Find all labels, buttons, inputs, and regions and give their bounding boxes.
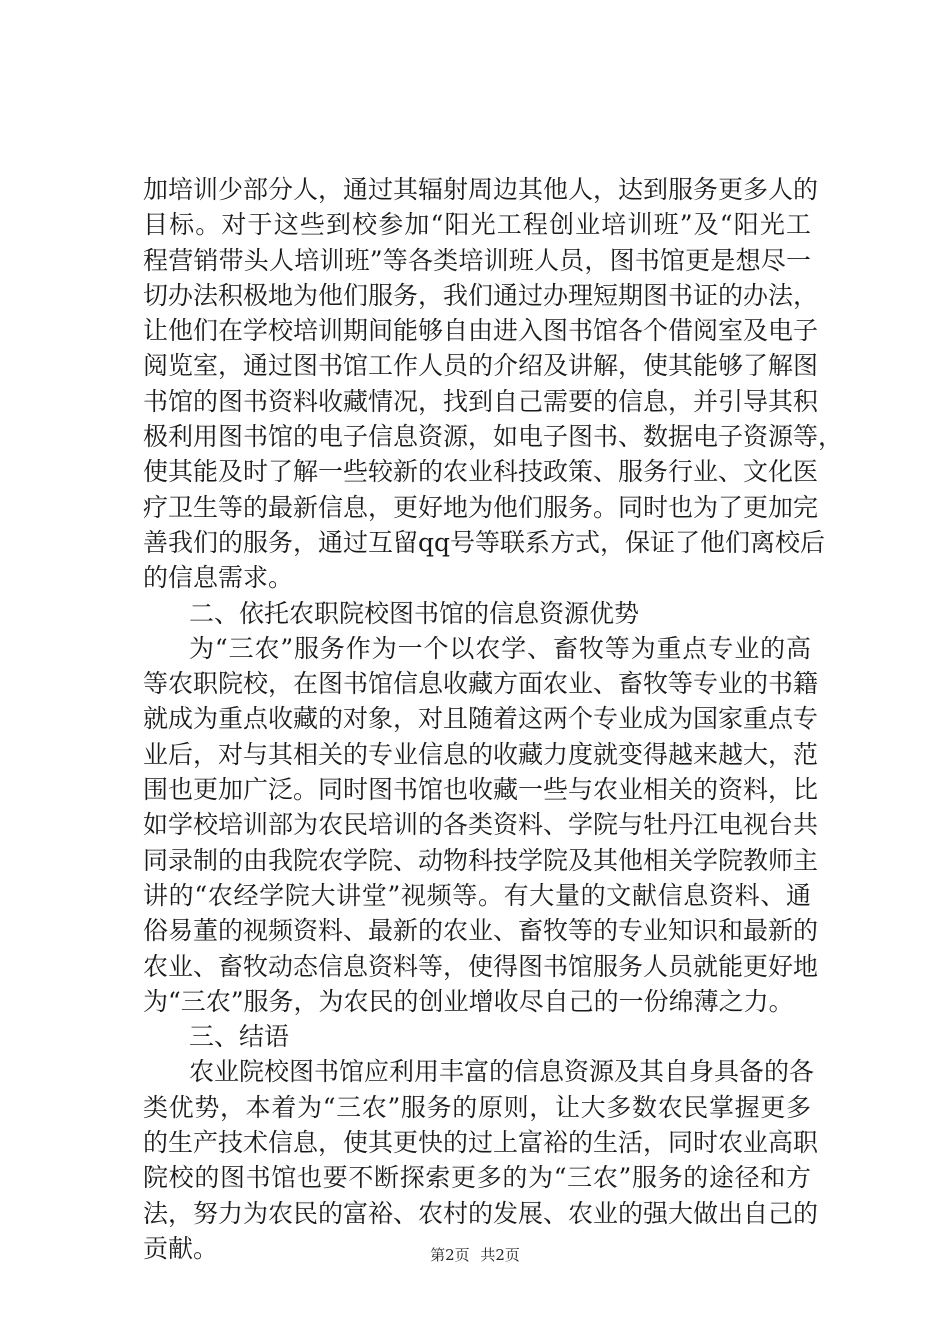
text-line: 阅览室，通过图书馆工作人员的介绍及讲解，使其能够了解图 (143, 351, 819, 381)
text-line: 农业、畜牧动态信息资料等，使得图书馆服务人员就能更好地 (143, 951, 819, 981)
page-number: 第2页 (430, 1246, 470, 1264)
text-line: 程营销带头人培训班”等各类培训班人员，图书馆更是想尽一 (143, 245, 811, 275)
paragraph-information-resources (143, 631, 819, 1019)
heading-text: 二、依托农职院校图书馆的信息资源优势 (189, 598, 640, 628)
page-footer (0, 1245, 950, 1265)
text-line: 使其能及时了解一些较新的农业科技政策、服务行业、文化医 (143, 457, 819, 487)
text-line: 院校的图书馆也要不断探索更多的为“三农”服务的途径和方 (143, 1163, 811, 1193)
text-line: 等农职院校，在图书馆信息收藏方面农业、畜牧等专业的书籍 (143, 669, 819, 699)
text-line: 让他们在学校培训期间能够自由进入图书馆各个借阅室及电子 (143, 316, 819, 346)
paragraph-continuation (143, 172, 844, 596)
text-line: 疗卫生等的最新信息，更好地为他们服务。同时也为了更加完 (143, 492, 819, 522)
text-line: 善我们的服务，通过互留qq号等联系方式，保证了他们离校后 (143, 527, 826, 557)
text-line: 极利用图书馆的电子信息资源，如电子图书、数据电子资源等， (143, 422, 844, 452)
text-line: 切办法积极地为他们服务，我们通过办理短期图书证的办法， (143, 280, 819, 310)
text-line: 围也更加广泛。同时图书馆也收藏一些与农业相关的资料，比 (143, 775, 819, 805)
text-line: 就成为重点收藏的对象，对且随着这两个专业成为国家重点专 (143, 704, 819, 734)
text-line: 类优势，本着为“三农”服务的原则，让大多数农民掌握更多 (143, 1092, 811, 1122)
text-line: 法，努力为农民的富裕、农村的发展、农业的强大做出自己的 (143, 1198, 819, 1228)
heading-text: 三、结语 (189, 1022, 290, 1052)
page-total: 共2页 (480, 1246, 520, 1264)
text-line: 贡献。 (143, 1233, 219, 1263)
text-line: 同录制的由我院农学院、动物科技学院及其他相关学院教师主 (143, 845, 819, 875)
text-line: 加培训少部分人，通过其辐射周边其他人，达到服务更多人的 (143, 175, 819, 204)
text-line: 业后，对与其相关的专业信息的收藏力度就变得越来越大，范 (143, 739, 819, 769)
text-line: 的信息需求。 (143, 563, 294, 593)
text-line: 目标。对于这些到校参加“阳光工程创业培训班”及“阳光工 (143, 210, 811, 240)
text-line: 书馆的图书资料收藏情况，找到自己需要的信息，并引导其积 (143, 386, 819, 416)
text-line: 讲的“农经学院大讲堂”视频等。有大量的文献信息资料、通 (143, 880, 811, 910)
text-line: 为“三农”服务作为一个以农学、畜牧等为重点专业的高 (189, 633, 811, 663)
text-line: 农业院校图书馆应利用丰富的信息资源及其自身具备的各 (189, 1057, 815, 1087)
text-line: 的生产技术信息，使其更快的过上富裕的生活，同时农业高职 (143, 1128, 819, 1158)
text-line: 为“三农”服务，为农民的创业增收尽自己的一份绵薄之力。 (143, 986, 794, 1016)
text-line: 俗易董的视频资料、最新的农业、畜牧等的专业知识和最新的 (143, 916, 819, 946)
section-heading-2 (143, 596, 811, 631)
document-body (143, 172, 844, 1266)
text-line: 如学校培训部为农民培训的各类资料、学院与牡丹江电视台共 (143, 810, 819, 840)
paragraph-conclusion (143, 1054, 819, 1266)
section-heading-3 (143, 1019, 811, 1054)
